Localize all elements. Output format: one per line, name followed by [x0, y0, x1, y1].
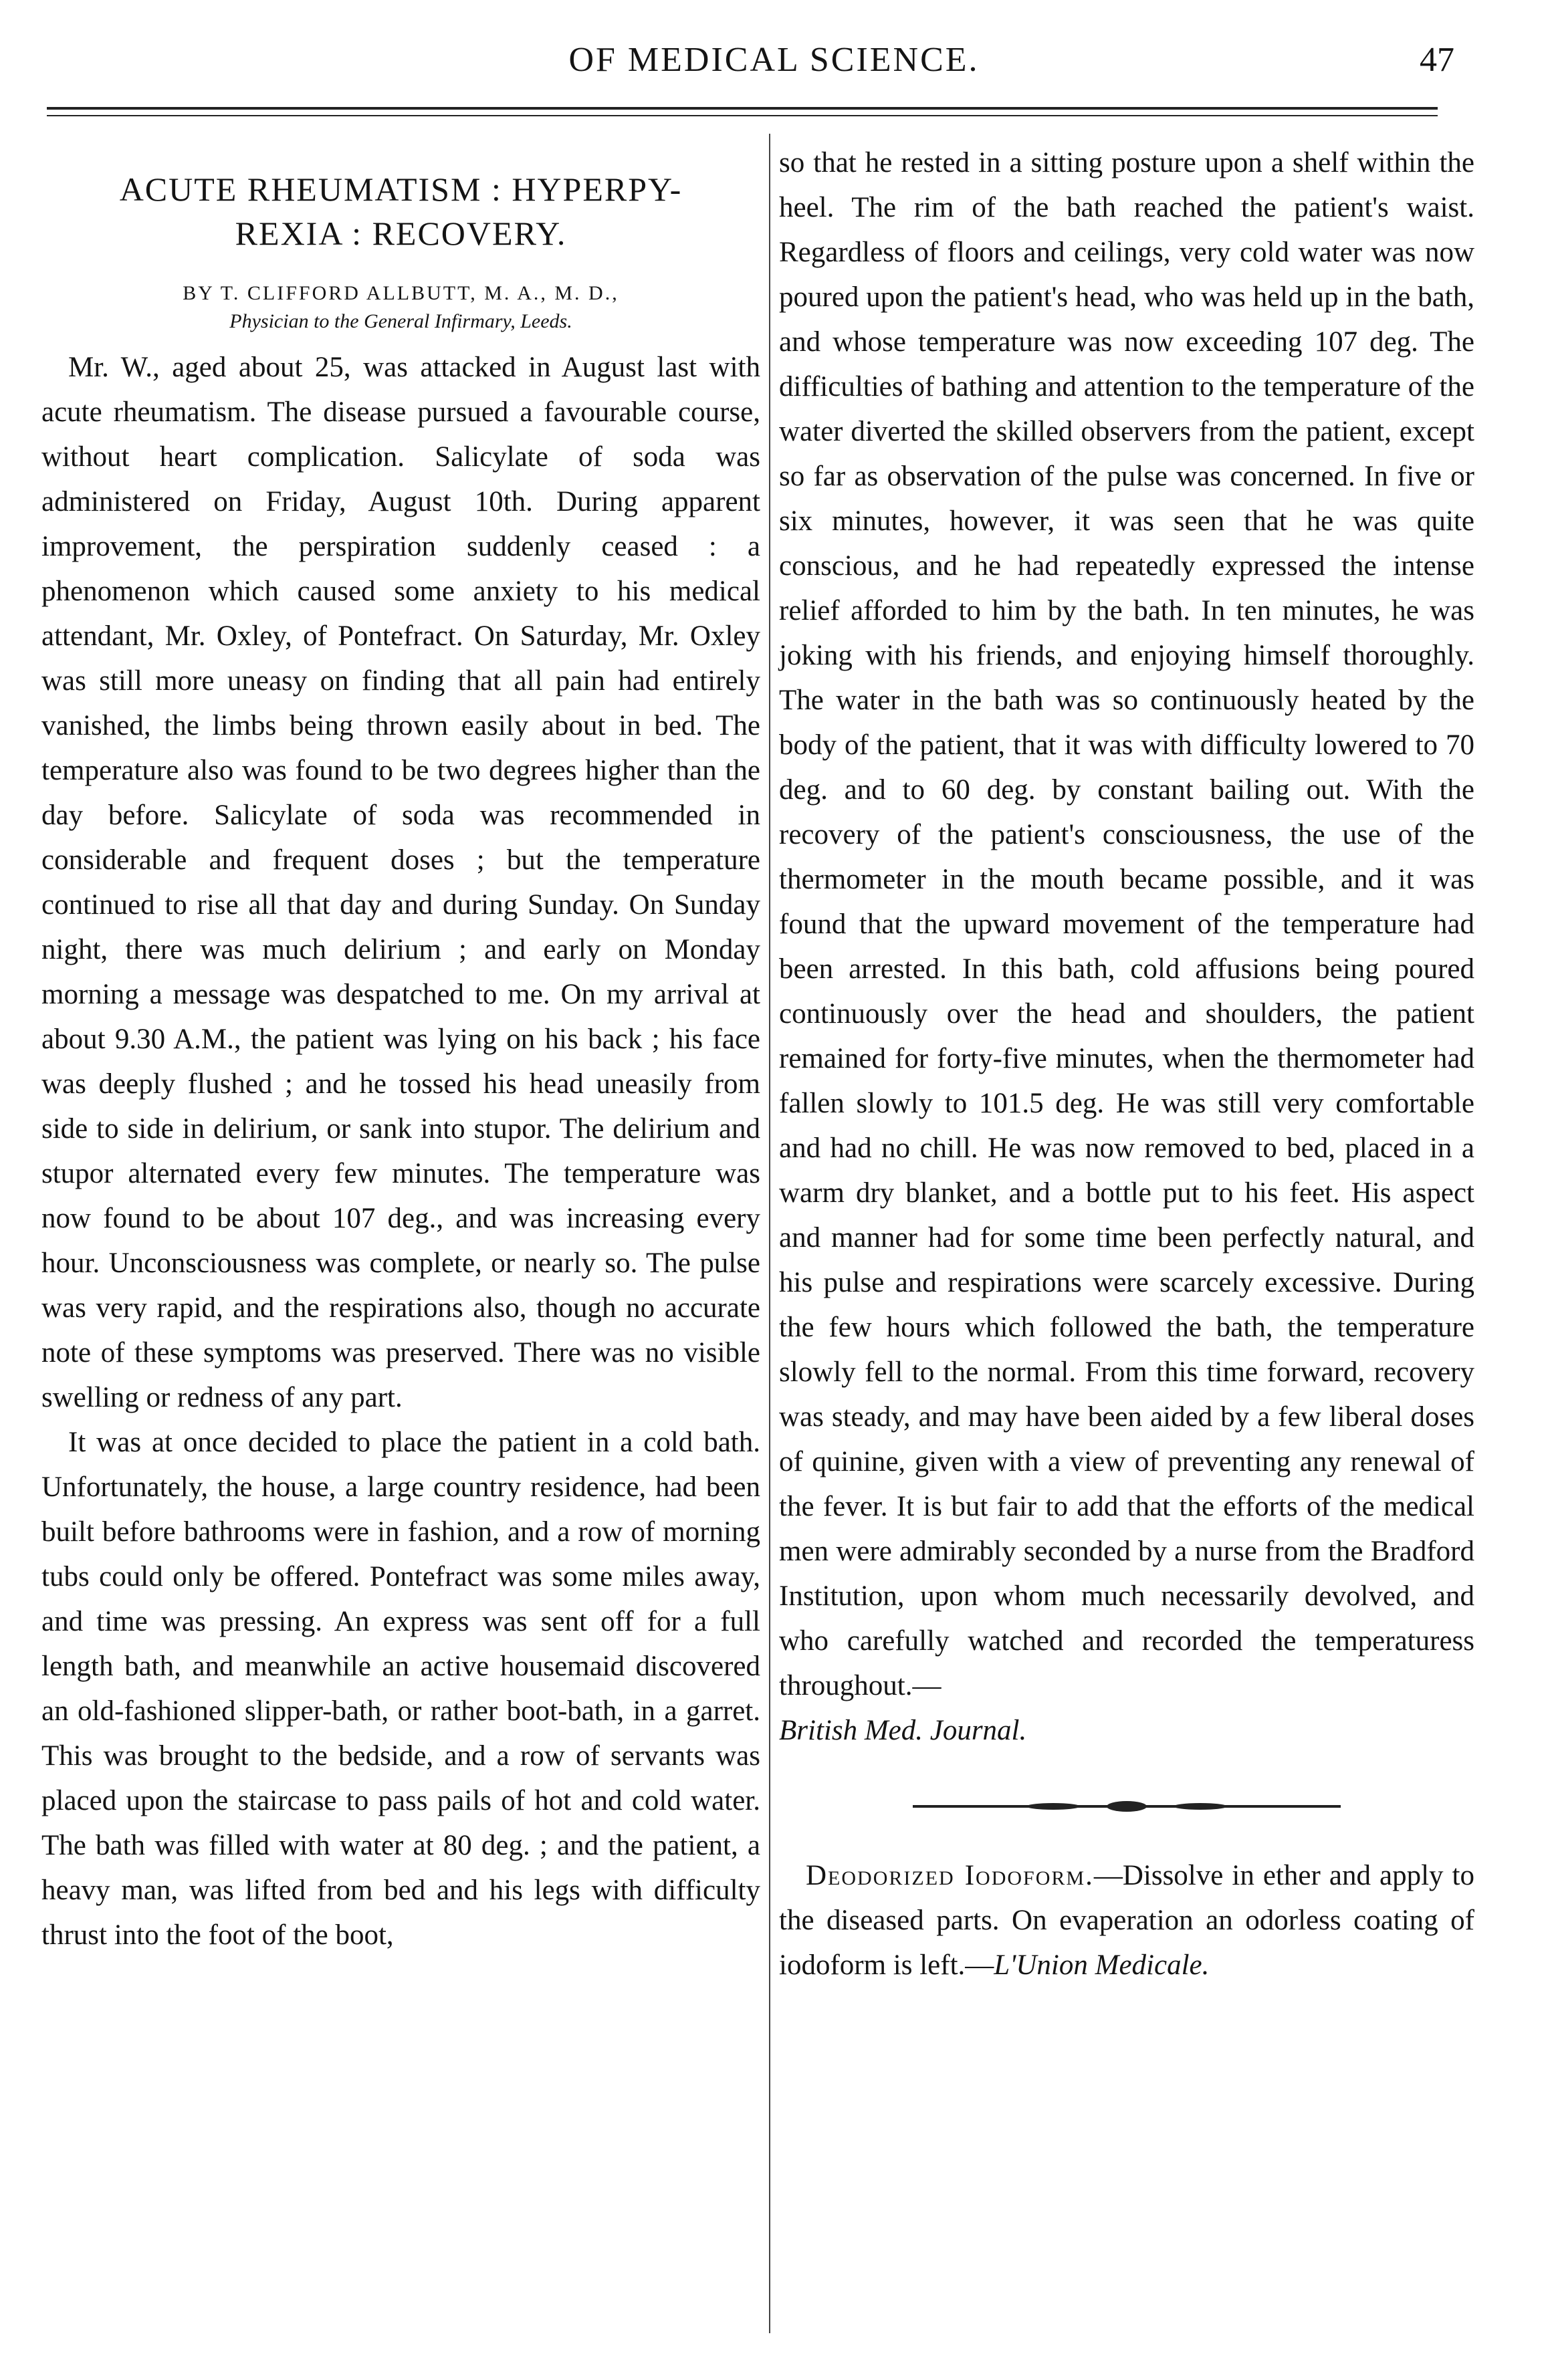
- article-title-line-1: ACUTE RHEUMATISM : HYPERPY-: [119, 170, 683, 208]
- article-paragraph-2: It was at once decided to place the patient in a cold bath. Unfortunately, the house, a large country residence, had been built before bathrooms were in fashion, and a row of morning tubs could only be offered. Pontefract was some miles away, and time was pressing. An express was sent off for a full length bath, and meanwhile an active housemaid discovered an old-fashioned slipper-bath, or rather boot-bath, in a garret. This was brought to the bedside, and a row of servants was placed upon the staircase to pass pails of hot and cold water. The bath was filled with water at 80 deg. ; and the patient, a heavy man, was lifted from bed and his legs with difficulty thrust into the foot of the boot,: [41, 1427, 760, 1951]
- note-heading: Deodorized Iodoform.: [806, 1860, 1094, 1891]
- left-column: [41, 140, 760, 1957]
- note-paragraph: [779, 1853, 1474, 1988]
- note-text: —Dissolve in ether and apply to the diseased parts. On evaperation an odorless coating of iodoform is left.—: [779, 1860, 1475, 1981]
- article-byline: BY T. CLIFFORD ALLBUTT, M. A., M. D.,: [183, 282, 619, 304]
- header-rule: [47, 107, 1438, 110]
- article-source: British Med. Journal.: [779, 1715, 1027, 1746]
- header-rule-thin: [47, 115, 1438, 116]
- running-head-title: OF MEDICAL SCIENCE.: [568, 41, 980, 79]
- article-paragraph-3: [779, 140, 1474, 1753]
- note-source: L'Union Medicale.: [994, 1949, 1210, 1981]
- section-ornament: [913, 1800, 1341, 1813]
- column-divider: [769, 134, 770, 2333]
- article-paragraph-1: Mr. W., aged about 25, was attacked in August last with acute rheumatism. The disease pursued a favourable course, without heart complication. Salicylate of soda was administered on Friday, August 10th. During apparent improvement, the perspiration suddenly ceased : a phenomenon which caused some anxiety to his medical attendant, Mr. Oxley, of Pontefract. On Saturday, Mr. Oxley was still more uneasy on finding that all pain had entirely vanished, the limbs being thrown easily about in bed. The temperature also was found to be two degrees higher than the day before. Salicylate of soda was recommended in considerable and frequent doses ; but the temperature continued to rise all that day and during Sunday. On Sunday night, there was much delirium ; and early on Monday morning a message was despatched to me. On my arrival at about 9.30 A.M., the patient was lying on his back ; his face was deeply flushed ; and he tossed his head uneasily from side to side in delirium, or sank into stupor. The delirium and stupor alternated every few minutes. The temperature was now found to be about 107 deg., and was increasing every hour. Unconsciousness was complete, or nearly so. The pulse was very rapid, and the respirations also, though no accurate note of these symptoms was preserved. There was no visible swelling or redness of any part.: [41, 352, 760, 1413]
- author-affiliation: Physician to the General Infirmary, Leeds.: [229, 310, 572, 332]
- page-number: 47: [1420, 41, 1454, 79]
- article-title-line-2: REXIA : RECOVERY.: [235, 215, 567, 252]
- article-title: [41, 167, 760, 255]
- running-head: [0, 40, 1548, 87]
- right-column: [779, 140, 1474, 1988]
- ornament-rule-graphic: [913, 1800, 1341, 1813]
- article-paragraph-3-text: so that he rested in a sitting posture upon a shelf within the heel. The rim of the bath reached the patient's waist. Regardless of floors and ceilings, very cold water was now poured upon the patient's head, who was held up in the bath, and whose temperature was now exceeding 107 deg. The difficulties of bathing and attention to the temperature of the water diverted the skilled observers from the patient, except so far as observation of the pulse was concerned. In five or six minutes, however, it was seen that he was quite conscious, and he had repeatedly expressed the intense relief afforded to him by the bath. In ten minutes, he was joking with his friends, and enjoying himself thoroughly. The water in the bath was so continuously heated by the body of the patient, that it was with difficulty lowered to 70 deg. and to 60 deg. by constant bailing out. With the recovery of the patient's consciousness, the use of the thermometer in the mouth became possible, and it was found that the upward movement of the temperature had been arrested. In this bath, cold affusions being poured continuously over the head and shoulders, the patient remained for forty-five minutes, when the thermometer had fallen slowly to 101.5 deg. He was still very comfortable and had no chill. He was now removed to bed, placed in a warm dry blanket, and a bottle put to his feet. His aspect and manner had for some time been perfectly natural, and his pulse and respirations were scarcely excessive. During the few hours which followed the bath, the temperature slowly fell to the normal. From this time forward, recovery was steady, and may have been aided by a few liberal doses of quinine, given with a view of preventing any renewal of the fever. It is but fair to add that the efforts of the medical men were admirably seconded by a nurse from the Bradford Institution, upon whom much necessarily devolved, and who carefully watched and recorded the temperaturess throughout.—: [779, 147, 1474, 1701]
